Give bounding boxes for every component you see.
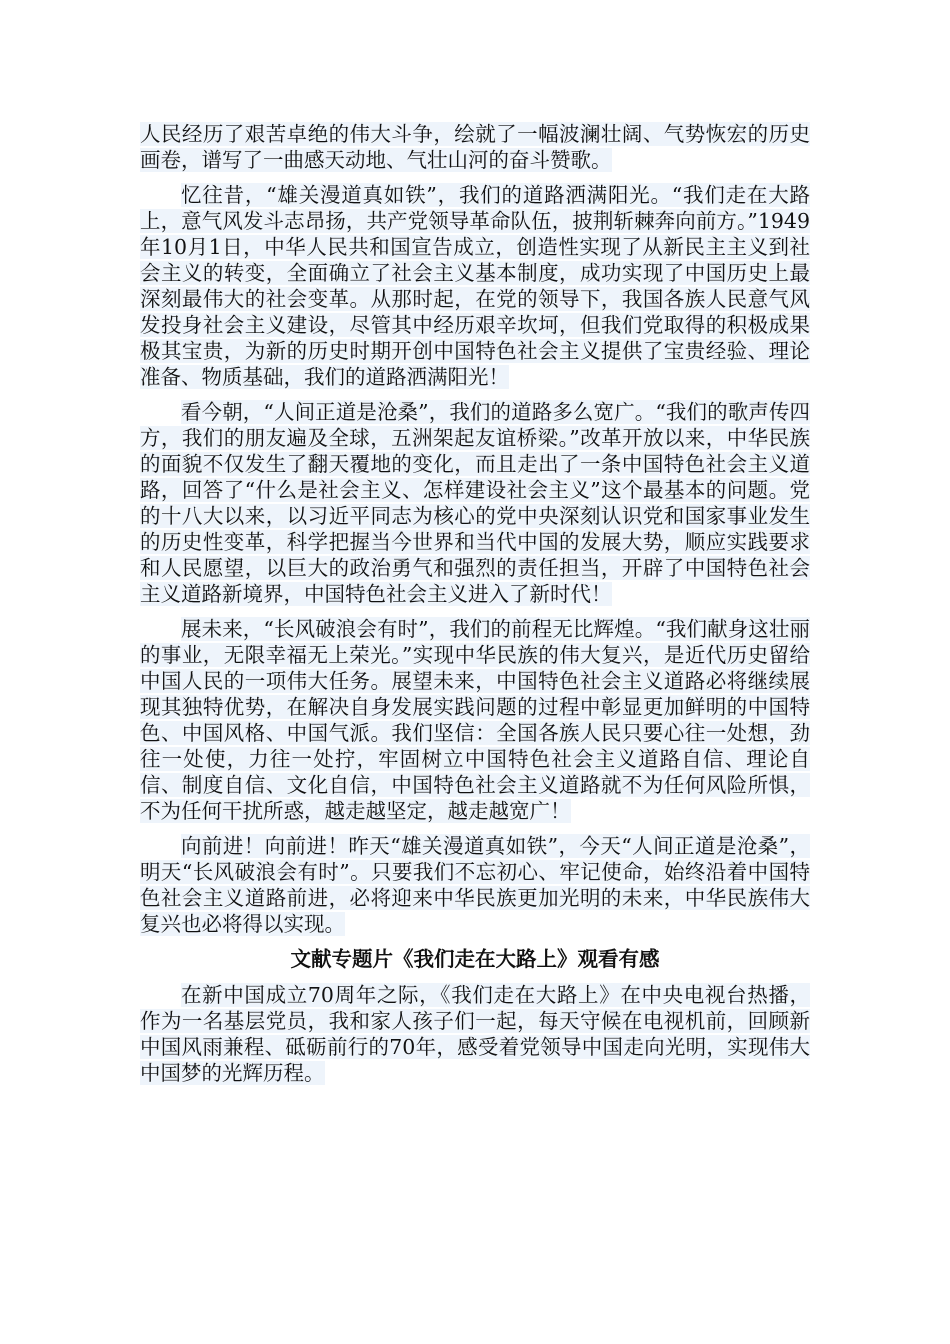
document-body [140,121,810,1095]
paragraph-5-text: 向前进！向前进！昨天“雄关漫道真如铁”，今天“人间正道是沧桑”，明天“长风破浪会有时”。只要我们不忘初心、牢记使命，始终沿着中国特色社会主义道路前进，必将迎来中华民族更加光明的未来，中华民族伟大复兴也必将得以实现。 [140,834,810,936]
paragraph-5 [140,833,810,937]
paragraph-3 [140,399,810,607]
paragraph-1-text: 人民经历了艰苦卓绝的伟大斗争，绘就了一幅波澜壮阔、气势恢宏的历史画卷，谱写了一曲感天动地、气壮山河的奋斗赞歌。 [140,122,810,172]
paragraph-2 [140,182,810,390]
paragraph-2-text: 忆往昔，“雄关漫道真如铁”，我们的道路洒满阳光。“我们走在大路上，意气风发斗志昂扬，共产党领导革命队伍，披荆斩棘奔向前方。”1949年10月1日，中华人民共和国宣告成立，创造性实现了从新民主主义到社会主义的转变，全面确立了社会主义基本制度，成功实现了中国历史上最深刻最伟大的社会变革。从那时起，在党的领导下，我国各族人民意气风发投身社会主义建设，尽管其中经历艰辛坎坷，但我们党取得的积极成果极其宝贵，为新的历史时期开创中国特色社会主义提供了宝贵经验、理论准备、物质基础，我们的道路洒满阳光！ [140,183,810,389]
paragraph-4 [140,616,810,824]
section-heading: 文献专题片《我们走在大路上》观看有感 [290,947,660,971]
closing-paragraph [140,982,810,1086]
paragraph-1 [140,121,810,173]
paragraph-3-text: 看今朝，“人间正道是沧桑”，我们的道路多么宽广。“我们的歌声传四方，我们的朋友遍及全球，五洲架起友谊桥梁。”改革开放以来，中华民族的面貌不仅发生了翻天覆地的变化，而且走出了一条中国特色社会主义道路，回答了“什么是社会主义、怎样建设社会主义”这个最基本的问题。党的十八大以来，以习近平同志为核心的党中央深刻认识党和国家事业发生的历史性变革，科学把握当今世界和当代中国的发展大势，顺应实践要求和人民愿望，以巨大的政治勇气和强烈的责任担当，开辟了中国特色社会主义道路新境界，中国特色社会主义进入了新时代！ [140,400,810,606]
closing-paragraph-text: 在新中国成立70周年之际，《我们走在大路上》在中央电视台热播，作为一名基层党员，我和家人孩子们一起，每天守候在电视机前，回顾新中国风雨兼程、砥砺前行的70年，感受着党领导中国走向光明，实现伟大中国梦的光辉历程。 [140,983,810,1085]
paragraph-4-text: 展未来，“长风破浪会有时”，我们的前程无比辉煌。“我们献身这壮丽的事业，无限幸福无上荣光。”实现中华民族的伟大复兴，是近代历史留给中国人民的一项伟大任务。展望未来，中国特色社会主义道路必将继续展现其独特优势，在解决自身发展实践问题的过程中彰显更加鲜明的中国特色、中国风格、中国气派。我们坚信：全国各族人民只要心往一处想，劲往一处使，力往一处拧，牢固树立中国特色社会主义道路自信、理论自信、制度自信、文化自信，中国特色社会主义道路就不为任何风险所惧，不为任何干扰所惑，越走越坚定，越走越宽广！ [140,617,810,823]
